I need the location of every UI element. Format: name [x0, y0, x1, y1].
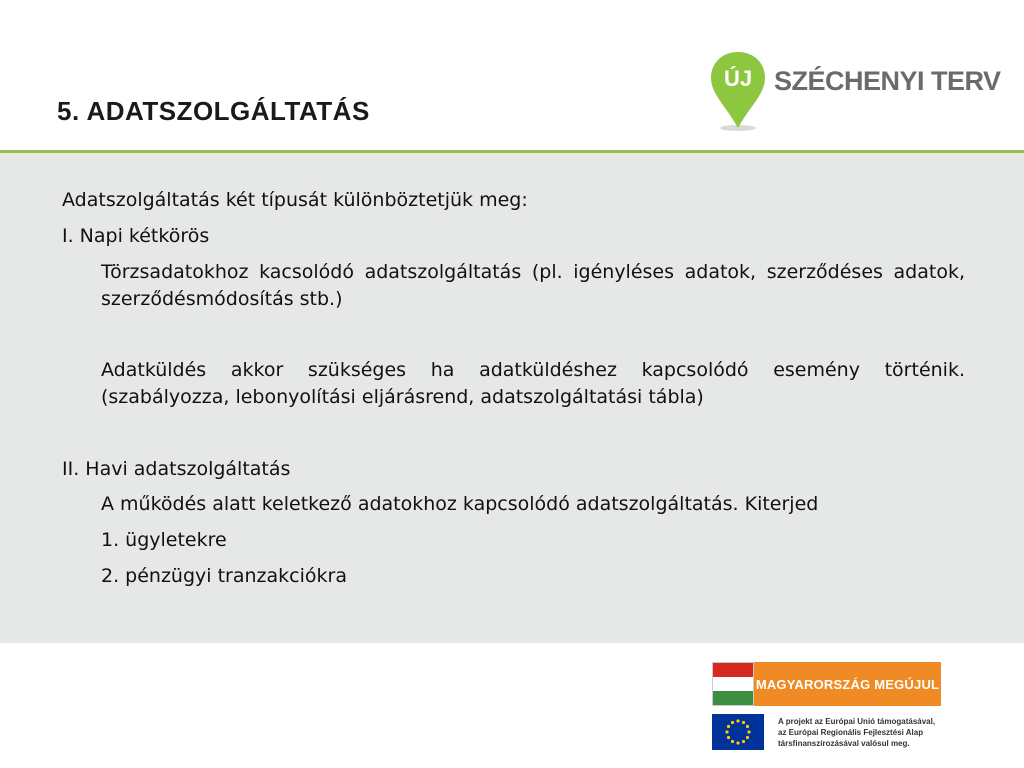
eu-funding-line: társfinanszírozásával valósul meg.: [778, 739, 910, 748]
szechenyi-terv-logo: [708, 48, 1001, 138]
slide-title: 5. ADATSZOLGÁLTATÁS: [57, 96, 370, 126]
eu-funding-line: A projekt az Európai Unió támogatásával,: [778, 717, 936, 726]
list-item: 2. pénzügyi tranzakciókra: [101, 565, 347, 587]
hungarian-flag-icon: [712, 662, 754, 706]
section1-paragraph2: Adatküldés akkor szükséges ha adatküldéshez kapcsolódó esemény történik. (szabályozza, lebonyolítási eljárásrend, adatszolgáltatási tábla): [101, 359, 965, 408]
section2-paragraph1: A működés alatt keletkező adatokhoz kapcsolódó adatszolgáltatás. Kiterjed: [101, 493, 819, 515]
section1-heading: I. Napi kétkörös: [62, 225, 210, 247]
section1-paragraph1: Törzsadatokhoz kacsolódó adatszolgáltatás (pl. igényléses adatok, szerződéses adatok, szerződésmódosítás stb.): [101, 261, 965, 310]
slide-body: [0, 153, 1024, 643]
location-pin-icon: [708, 48, 768, 136]
intro-text: Adatszolgáltatás két típusát különböztetjük meg:: [62, 189, 528, 211]
logo-text: SZÉCHENYI TERV: [774, 66, 1001, 96]
slide-header: [0, 0, 1024, 150]
banner-label: MAGYARORSZÁG MEGÚJUL: [754, 662, 941, 706]
eu-funding-text: [778, 716, 978, 749]
list-item: 1. ügyletekre: [101, 529, 227, 551]
section2-heading: II. Havi adatszolgáltatás: [62, 458, 291, 480]
eu-funding-line: az Európai Regionális Fejlesztési Alap: [778, 728, 924, 737]
logo-badge: ÚJ: [723, 66, 753, 91]
magyarorszag-megujul-banner: [712, 662, 941, 706]
eu-flag-icon: [712, 714, 764, 750]
